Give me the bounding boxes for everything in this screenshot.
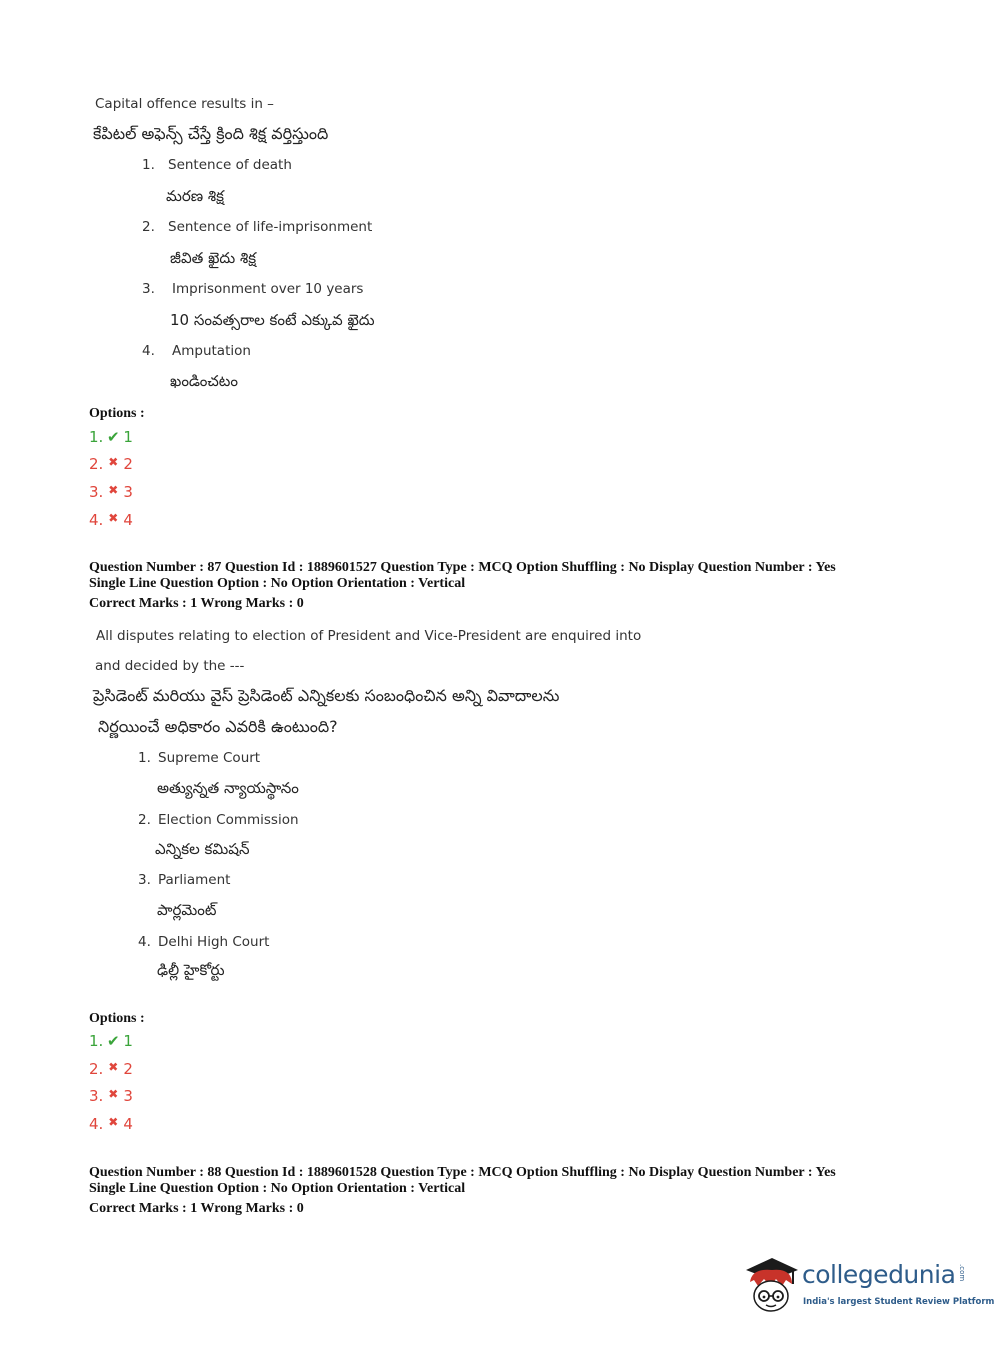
choice-4-te: ఢిల్లీ హైకోర్టు <box>157 961 225 979</box>
answer-option-1: 1. ✔ 1 <box>89 1032 133 1050</box>
choice-3-en: 3. Parliament <box>138 872 231 888</box>
question-text-te: కేపిటల్ అఫెన్స్ చేస్తే క్రింది శిక్ష వర్తిస్తుంది <box>93 124 329 143</box>
cross-icon: ✖ <box>108 455 119 469</box>
choice-3-te: 10 సంవత్సరాల కంటే ఎక్కువ ఖైదు <box>170 311 375 329</box>
logo-domain-suffix: .com <box>958 1264 966 1282</box>
mascot-icon <box>742 1252 802 1318</box>
cross-icon: ✖ <box>108 1087 119 1101</box>
logo-wordmark: collegedunia <box>802 1260 956 1289</box>
logo-tagline: India's largest Student Review Platform <box>803 1297 995 1307</box>
question-text-te: ప్రెసిడెంట్ మరియు వైస్ ప్రెసిడెంట్ ఎన్నికలకు సంబంధించిన అన్ని వివాదాలను <box>93 686 560 705</box>
cross-icon: ✖ <box>108 511 119 525</box>
answer-option-2: 2. ✖ 2 <box>89 1060 133 1078</box>
options-label: Options : <box>89 1011 145 1026</box>
question-meta: Question Number : 87 Question Id : 1889601527 Question Type : MCQ Option Shuffling : No Display Question Number : Yes Single Line Question Option : No Option Orientation : Vertical Correct Marks : 1 Wrong Marks : 0 <box>89 560 836 611</box>
check-icon: ✔ <box>107 428 120 446</box>
answer-option-2: 2. ✖ 2 <box>89 455 133 473</box>
question-text-en: All disputes relating to election of President and Vice-President are enquired into <box>96 628 642 644</box>
collegedunia-logo[interactable] <box>742 1252 995 1318</box>
check-icon: ✔ <box>107 1032 120 1050</box>
question-meta: Question Number : 88 Question Id : 1889601528 Question Type : MCQ Option Shuffling : No Display Question Number : Yes Single Line Question Option : No Option Orientation : Vertical Correct Marks : 1 Wrong Marks : 0 <box>89 1165 836 1216</box>
choice-3-en: 3. Imprisonment over 10 years <box>142 281 364 297</box>
answer-option-4: 4. ✖ 4 <box>89 1115 133 1133</box>
answer-option-4: 4. ✖ 4 <box>89 511 133 529</box>
answer-option-3: 3. ✖ 3 <box>89 483 133 501</box>
choice-1-en: 1. Supreme Court <box>138 750 261 766</box>
choice-3-te: పార్లమెంట్ <box>157 901 217 919</box>
question-text-en: and decided by the --- <box>95 658 245 674</box>
options-label: Options : <box>89 406 145 421</box>
choice-2-te: జీవిత ఖైదు శిక్ష <box>170 249 257 267</box>
choice-2-te: ఎన్నికల కమిషన్ <box>155 840 250 858</box>
choice-2-en: 2. Sentence of life-imprisonment <box>142 219 373 235</box>
choice-1-te: అత్యున్నత న్యాయస్థానం <box>157 779 299 797</box>
cross-icon: ✖ <box>108 1060 119 1074</box>
question-text-en: Capital offence results in – <box>95 96 274 112</box>
question-text-te: నిర్ణయించే అధికారం ఎవరికి ఉంటుంది? <box>98 717 338 736</box>
answer-option-3: 3. ✖ 3 <box>89 1087 133 1105</box>
choice-2-en: 2. Election Commission <box>138 812 299 828</box>
choice-4-te: ఖండించటం <box>170 372 238 390</box>
cross-icon: ✖ <box>108 483 119 497</box>
choice-4-en: 4. Amputation <box>142 343 251 359</box>
choice-4-en: 4. Delhi High Court <box>138 934 270 950</box>
answer-option-1: 1. ✔ 1 <box>89 428 133 446</box>
choice-1-te: మరణ శిక్ష <box>166 187 225 205</box>
choice-1-en: 1. Sentence of death <box>142 157 292 173</box>
cross-icon: ✖ <box>108 1115 119 1129</box>
